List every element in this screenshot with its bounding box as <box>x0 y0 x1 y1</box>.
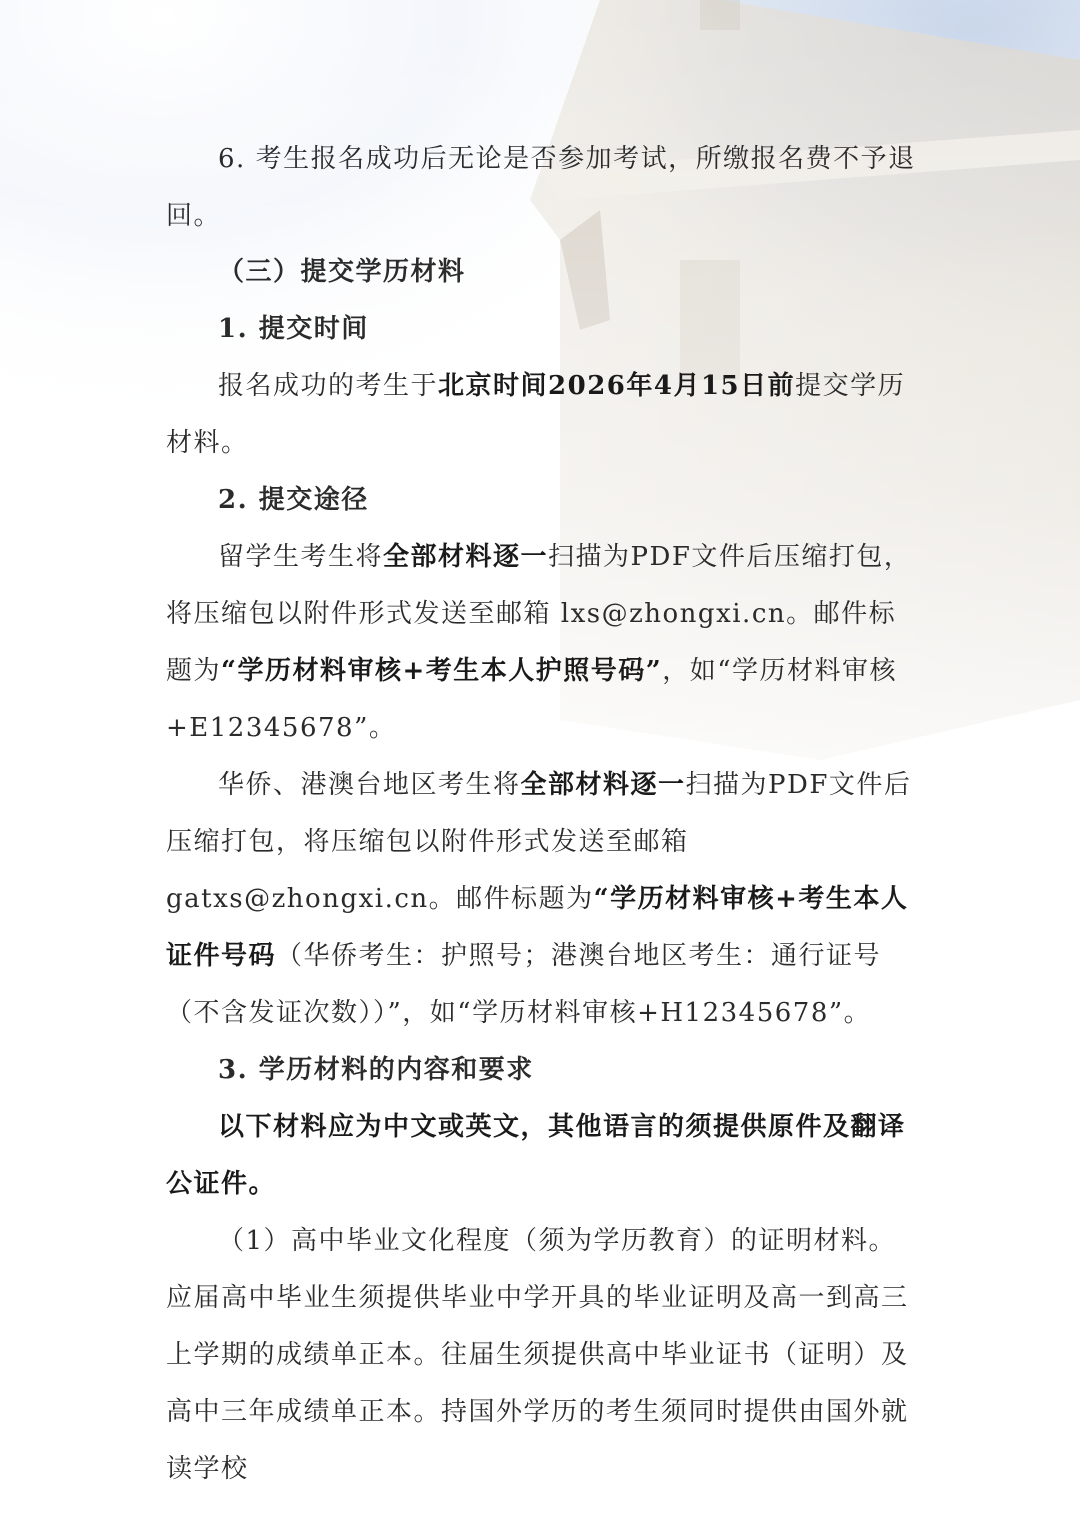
high-school-materials-paragraph: （1）高中毕业文化程度（须为学历教育）的证明材料。应届高中毕业生须提供毕业中学开具的毕业证明及高一到高三上学期的成绩单正本。往届生须提供高中毕业证书（证明）及高中三年成绩单正本。持国外学历的考生须同时提供由国外就读学校 <box>166 1226 909 1484</box>
section-title: （三）提交学历材料 <box>218 257 466 287</box>
text-run: 提交学历材料。 <box>166 371 906 458</box>
deadline-highlight: 北京时间2026年4月15日前 <box>438 371 796 401</box>
text-run: 华侨、港澳台地区考生将 <box>218 770 521 800</box>
text-run: （华侨考生：护照号；港澳台地区考生：通行证号（不含发证次数））”，如“学历材料审核+H12345678”。 <box>166 941 882 1028</box>
language-requirement: 以下材料应为中文或英文，其他语言的须提供原件及翻译公证件。 <box>166 1112 906 1199</box>
submission-method-heading: 2. 提交途径 <box>218 485 369 515</box>
overseas-chinese-paragraph <box>166 757 918 1042</box>
text-run: ，如“学历材料审核+E12345678”。 <box>166 656 898 743</box>
international-students-paragraph <box>166 529 918 757</box>
requirements-heading: 3. 学历材料的内容和要求 <box>218 1055 534 1085</box>
text-run: 扫描为PDF文件后压缩打包，将压缩包以附件形式发送至邮箱 lxs@zhongxi.cn。邮件标题为 <box>166 542 912 686</box>
text-run: 报名成功的考生于 <box>218 371 439 401</box>
email-subject-format: “学历材料审核+考生本人证件号码 <box>166 884 909 971</box>
submission-time-heading: 1. 提交时间 <box>218 314 369 344</box>
submission-time-paragraph <box>166 358 918 472</box>
text-run: 留学生考生将 <box>218 542 384 572</box>
bold-run: 全部材料逐一 <box>383 542 549 572</box>
email-subject-format: “学历材料审核+考生本人护照号码” <box>221 656 663 686</box>
text-run: 扫描为PDF文件后压缩打包，将压缩包以附件形式发送至邮箱 gatxs@zhongxi.cn。邮件标题为 <box>166 770 912 914</box>
item-6-paragraph: 6. 考生报名成功后无论是否参加考试，所缴报名费不予退回。 <box>166 144 916 231</box>
bold-run: 全部材料逐一 <box>520 770 686 800</box>
